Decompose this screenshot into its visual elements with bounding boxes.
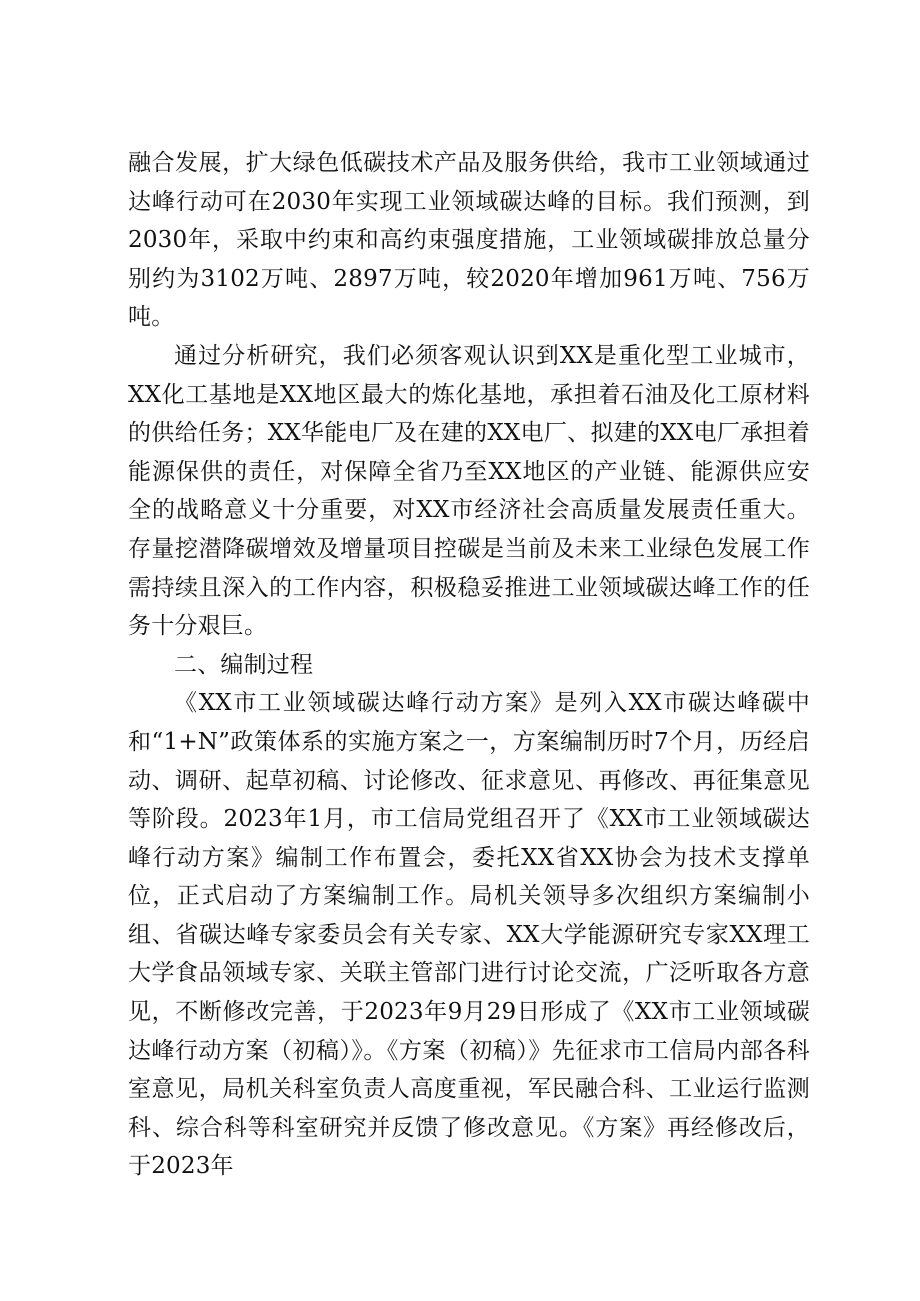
paragraph-industrial-analysis: 通过分析研究，我们必须客观认识到XX是重化型工业城市，XX化工基地是XX地区最大的炼化基地，承担着石油及化工原材料的供给任务；XX华能电厂及在建的XX电厂、拟建的XX电厂承担着能源保供的责任，对保障全省乃至XX地区的产业链、能源供应安全的战略意义十分重要，对XX市经济社会高质量发展责任重大。存量挖潜降碳增效及增量项目控碳是当前及未来工业绿色发展工作需持续且深入的工作内容，积极稳妥推进工业领域碳达峰工作的任务十分艰巨。 [128,342,810,640]
section-heading-compilation-process: 二、编制过程 [174,651,314,678]
paragraph-compilation-process: 《XX市工业领域碳达峰行动方案》是列入XX市碳达峰碳中和“1+N”政策体系的实施方案之一，方案编制历时7个月，历经启动、调研、起草初稿、讨论修改、征求意见、再修改、再征集意见等阶段。2023年1月，市工信局党组召开了《XX市工业领域碳达峰行动方案》编制工作布置会，委托XX省XX协会为技术支撑单位，正式启动了方案编制工作。局机关领导多次组织方案编制小组、省碳达峰专家委员会有关专家、XX大学能源研究专家XX理工大学食品领域专家、关联主管部门进行讨论交流，广泛听取各方意见，不断修改完善，于2023年9月29日形成了《XX市工业领域碳达峰行动方案（初稿）》。《方案（初稿）》先征求市工信局内部各科室意见，局机关科室负责人高度重视，军民融合科、工业运行监测科、综合科等科室研究并反馈了修改意见。《方案》再经修改后，于2023年 [128,690,810,1180]
paragraph-emission-forecast: 融合发展，扩大绿色低碳技术产品及服务供给，我市工业领域通过达峰行动可在2030年实现工业领域碳达峰的目标。我们预测，到2030年，采取中约束和高约束强度措施，工业领域碳排放总量分别约为3102万吨、2897万吨，较2020年增加961万吨、756万吨。 [128,150,810,331]
document-body [128,144,810,1186]
